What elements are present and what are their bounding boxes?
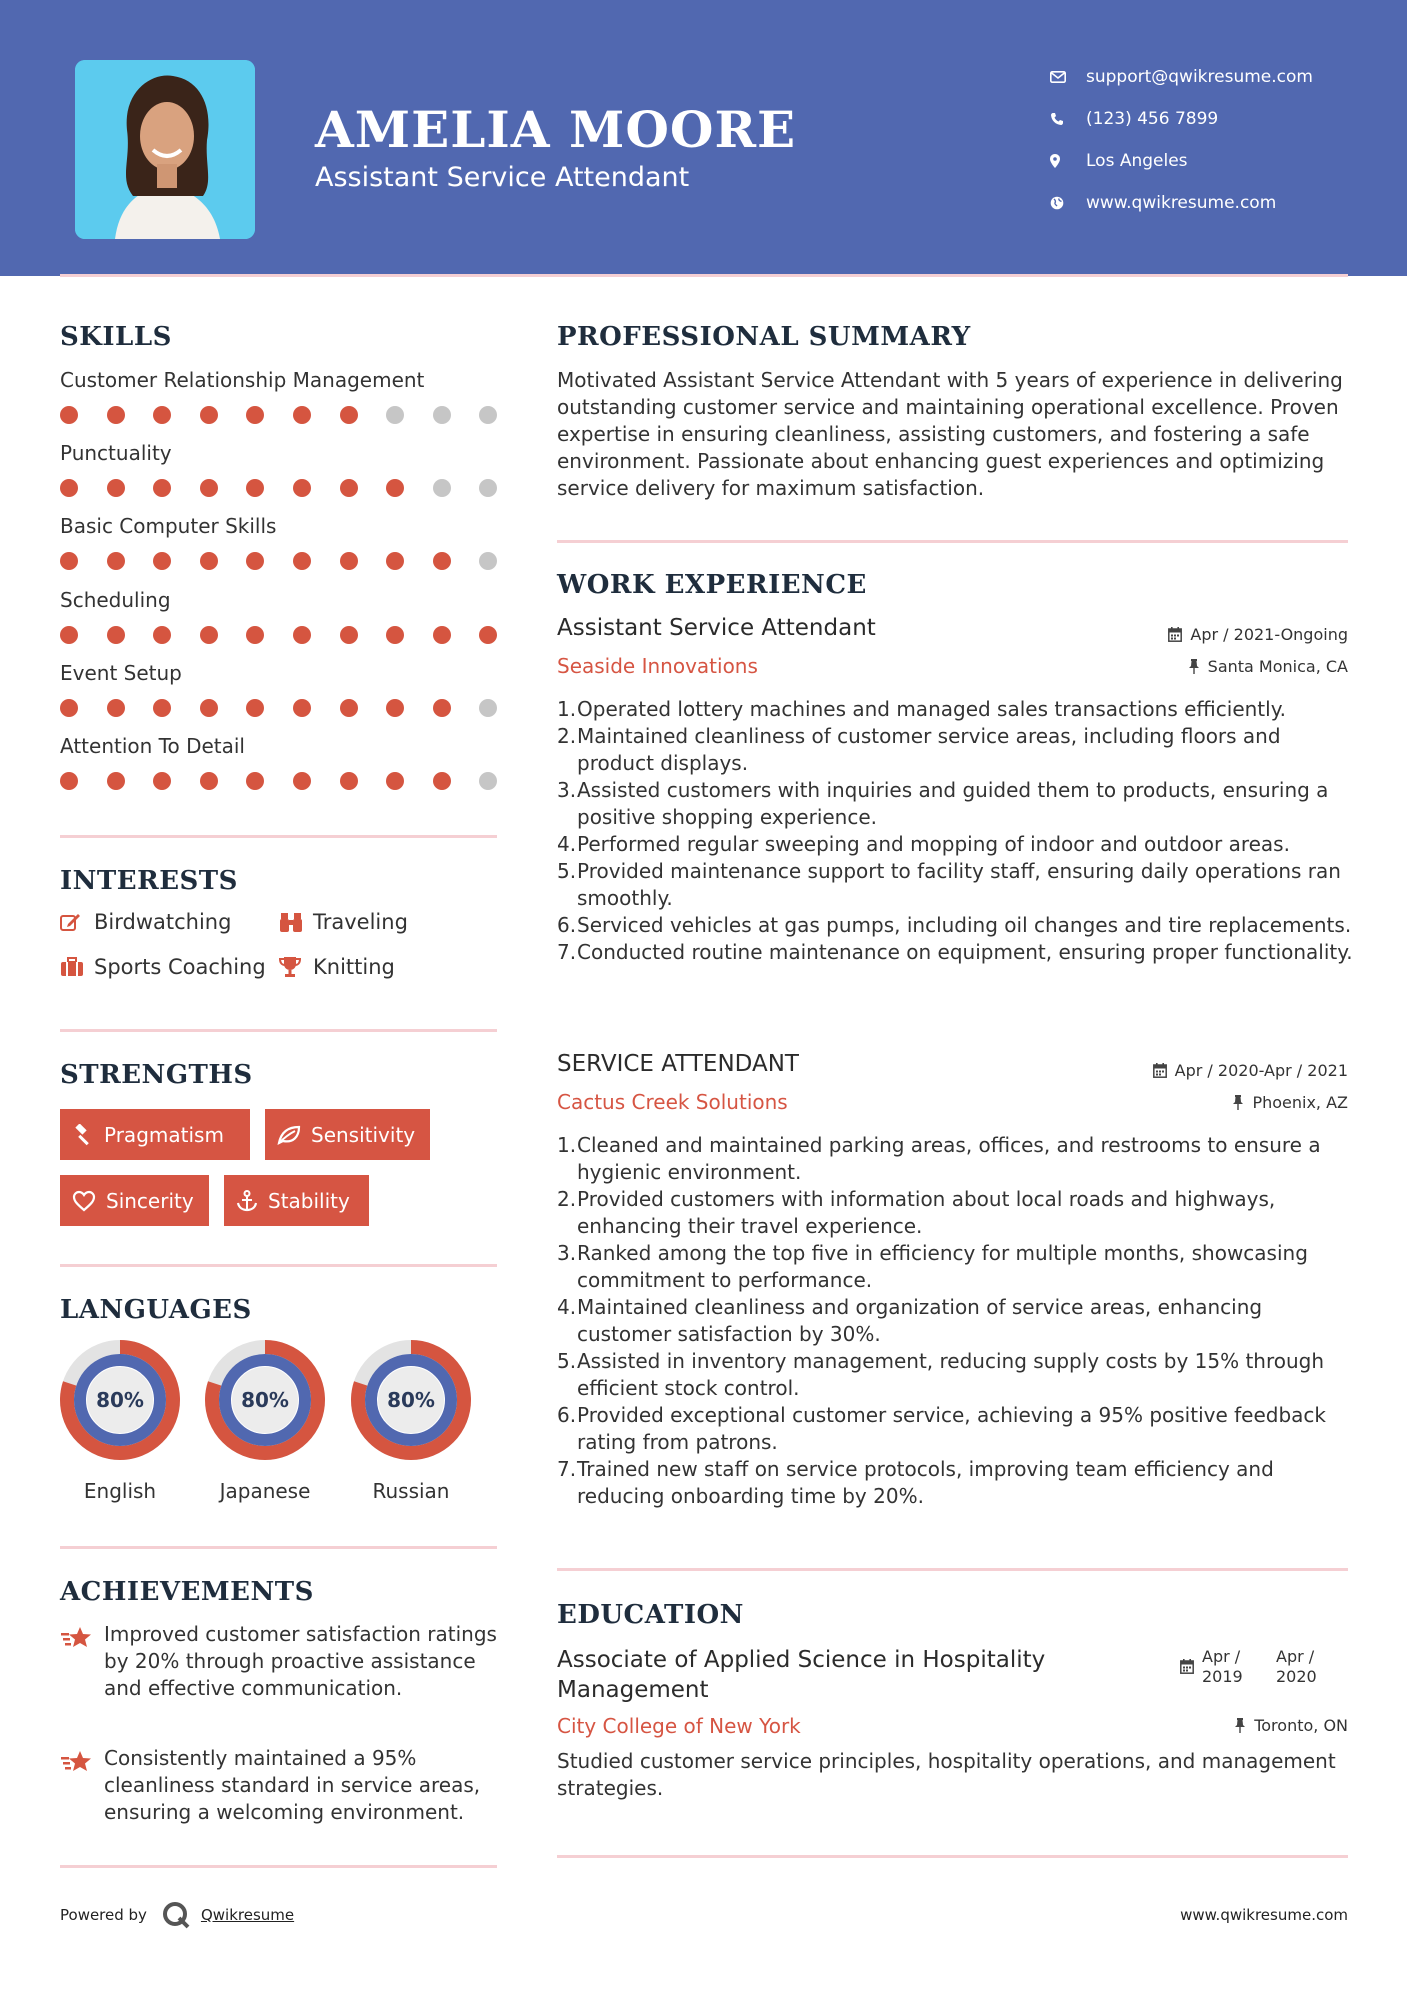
edit-icon (60, 912, 94, 932)
skill-rating (60, 552, 526, 570)
achievements-heading: ACHIEVEMENTS (60, 1577, 314, 1607)
rating-dot-filled (200, 699, 218, 717)
job-bullet (557, 1348, 1357, 1402)
rating-dot-filled (200, 406, 218, 424)
job-bullet (557, 723, 1357, 777)
rating-dot-filled (386, 552, 404, 570)
bullet-number: 3. (557, 778, 577, 802)
rating-dot-empty (479, 772, 497, 790)
rating-dot-filled (60, 406, 78, 424)
bullet-number: 7. (557, 940, 577, 964)
rating-dot-filled (386, 699, 404, 717)
strength-label: Sincerity (106, 1188, 194, 1213)
summary-text: Motivated Assistant Service Attendant with 5 years of experience in delivering outstanding customer service and maintaining operational excellence. Proven expertise in ensuring cleanliness, assisting customers, and fostering a safe environment. Passionate about enhancing guest experiences and optimizing service delivery for maximum satisfaction. (557, 368, 1343, 500)
anchor-icon (236, 1190, 258, 1212)
star-badge-icon (60, 1745, 104, 1826)
bullet-text: Provided maintenance support to facility staff, ensuring daily operations ran smoothly. (577, 859, 1341, 910)
job-location (1232, 1093, 1348, 1112)
languages-heading: LANGUAGES (60, 1295, 252, 1325)
rating-dot-filled (246, 626, 264, 644)
achievements-divider (60, 1865, 497, 1868)
footer-powered-by (60, 1900, 294, 1930)
rating-dot-filled (107, 699, 125, 717)
rating-dot-empty (479, 699, 497, 717)
strength-label: Stability (268, 1188, 350, 1213)
job-bullet (557, 1186, 1357, 1240)
strength-badge (60, 1109, 250, 1160)
rating-dot-filled (153, 406, 171, 424)
calendar-icon (1153, 1063, 1167, 1078)
job-bullet (557, 858, 1357, 912)
interests-divider (60, 1029, 497, 1032)
language-name: Japanese (219, 1479, 311, 1503)
rating-dot-filled (107, 626, 125, 644)
bullet-number: 5. (557, 859, 577, 883)
bullet-text: Serviced vehicles at gas pumps, including oil changes and tire replacements. (577, 913, 1352, 937)
rating-dot-filled (107, 552, 125, 570)
rating-dot-filled (200, 552, 218, 570)
resume-header (0, 0, 1407, 276)
heart-icon (72, 1190, 96, 1212)
job-bullet (557, 831, 1357, 858)
strength-label: Sensitivity (311, 1122, 416, 1147)
rating-dot-filled (386, 479, 404, 497)
skill-label: Attention To Detail (60, 734, 245, 758)
pushpin-icon (1234, 1718, 1246, 1733)
bullet-number: 2. (557, 1187, 577, 1211)
rating-dot-filled (293, 406, 311, 424)
interest-item (60, 910, 231, 934)
rating-dot-filled (293, 772, 311, 790)
degree-title-line: Associate of Applied Science in Hospitality (557, 1647, 1046, 1673)
rating-dot-filled (246, 552, 264, 570)
job-location (1188, 657, 1348, 676)
experience-heading: WORK EXPERIENCE (557, 570, 867, 600)
education-start (1202, 1647, 1276, 1687)
contact-email-text: support@qwikresume.com (1086, 67, 1313, 87)
job-bullet (557, 1294, 1357, 1348)
rating-dot-filled (433, 772, 451, 790)
education-description: Studied customer service principles, hospitality operations, and management strategies. (557, 1749, 1336, 1800)
job-title: SERVICE ATTENDANT (557, 1051, 799, 1077)
envelope-icon (1050, 71, 1086, 83)
language-name: Russian (372, 1479, 450, 1503)
rating-dot-filled (60, 479, 78, 497)
company-name: Seaside Innovations (557, 654, 758, 678)
rating-dot-filled (60, 626, 78, 644)
bullet-number: 4. (557, 832, 577, 856)
education-end-year: 2020 (1276, 1667, 1317, 1686)
company-name: Cactus Creek Solutions (557, 1090, 788, 1114)
achievement-text: Consistently maintained a 95% cleanliness standard in service areas, ensuring a welcoming environment. (104, 1746, 481, 1824)
skill-rating (60, 699, 526, 717)
degree-title-line: Management (557, 1677, 709, 1703)
rating-dot-filled (340, 772, 358, 790)
job-location-text: Phoenix, AZ (1252, 1093, 1348, 1112)
job-bullet (557, 912, 1357, 939)
job-location-text: Santa Monica, CA (1207, 657, 1348, 676)
rating-dot-filled (60, 772, 78, 790)
interest-item (279, 910, 408, 934)
interest-label: Knitting (313, 955, 395, 979)
education-divider (557, 1855, 1348, 1858)
strength-badge (224, 1175, 369, 1226)
map-pin-icon (1050, 154, 1086, 168)
bullet-text: Assisted customers with inquiries and guided them to products, ensuring a positive shopping experience. (577, 778, 1329, 829)
rating-dot-filled (340, 699, 358, 717)
rating-dot-filled (200, 626, 218, 644)
job-dates (1168, 625, 1348, 644)
language-ring (204, 1339, 326, 1461)
bullet-text: Assisted in inventory management, reducing supply costs by 15% through efficient stock control. (577, 1349, 1325, 1400)
rating-dot-filled (433, 699, 451, 717)
interest-label: Traveling (313, 910, 408, 934)
strength-badge (60, 1175, 209, 1226)
job-dates-text: Apr / 2021-Ongoing (1190, 625, 1348, 644)
bullet-number: 2. (557, 724, 577, 748)
contact-website-text: www.qwikresume.com (1086, 193, 1277, 213)
strength-badge (265, 1109, 430, 1160)
bullet-text: Provided exceptional customer service, achieving a 95% positive feedback rating from patrons. (577, 1403, 1326, 1454)
rating-dot-filled (293, 699, 311, 717)
contact-website[interactable] (1050, 182, 1313, 224)
education-start-month: Apr / (1202, 1647, 1241, 1666)
skills-heading: SKILLS (60, 322, 172, 352)
rating-dot-empty (433, 479, 451, 497)
rating-dot-filled (153, 772, 171, 790)
candidate-title: Assistant Service Attendant (315, 162, 690, 193)
header-divider (60, 274, 1348, 277)
rating-dot-filled (200, 479, 218, 497)
experience-divider (557, 1568, 1348, 1571)
binoculars-icon (279, 911, 313, 933)
rating-dot-filled (60, 552, 78, 570)
job-dates-text: Apr / 2020-Apr / 2021 (1174, 1061, 1348, 1080)
achievement-text: Improved customer satisfaction ratings by 20% through proactive assistance and effective communication. (104, 1622, 497, 1700)
profile-photo (75, 60, 255, 239)
languages-divider (60, 1546, 497, 1549)
rating-dot-empty (479, 406, 497, 424)
education-start-year: 2019 (1202, 1667, 1243, 1686)
education-end (1276, 1647, 1317, 1687)
qwikresume-link[interactable]: Qwikresume (200, 1906, 295, 1924)
strengths-heading: STRENGTHS (60, 1060, 253, 1090)
rating-dot-filled (340, 406, 358, 424)
job-bullet (557, 1456, 1357, 1510)
education-location-text: Toronto, ON (1254, 1716, 1348, 1735)
job-bullets (557, 1132, 1357, 1510)
bullet-number: 4. (557, 1295, 577, 1319)
interest-item (60, 955, 266, 979)
bullet-number: 1. (557, 697, 577, 721)
contact-phone-text: (123) 456 7899 (1086, 109, 1219, 129)
achievement-item (60, 1745, 500, 1826)
rating-dot-filled (386, 772, 404, 790)
rating-dot-filled (340, 552, 358, 570)
rating-dot-empty (479, 552, 497, 570)
achievement-item (60, 1621, 500, 1702)
rating-dot-filled (107, 406, 125, 424)
skill-rating (60, 479, 526, 497)
bullet-number: 1. (557, 1133, 577, 1157)
interest-item (279, 955, 395, 979)
summary-heading: PROFESSIONAL SUMMARY (557, 322, 971, 352)
rating-dot-filled (200, 772, 218, 790)
job-bullet (557, 777, 1357, 831)
contact-location (1050, 140, 1313, 182)
bullet-text: Trained new staff on service protocols, improving team efficiency and reducing onboarding time by 20%. (577, 1457, 1274, 1508)
bullet-text: Performed regular sweeping and mopping of indoor and outdoor areas. (577, 832, 1290, 856)
skill-label: Customer Relationship Management (60, 368, 425, 392)
language-name: English (83, 1479, 157, 1503)
skill-label: Event Setup (60, 661, 182, 685)
contact-phone[interactable] (1050, 98, 1313, 140)
contact-location-text: Los Angeles (1086, 151, 1188, 171)
rating-dot-filled (153, 626, 171, 644)
skill-label: Scheduling (60, 588, 171, 612)
rating-dot-filled (107, 772, 125, 790)
language-ring (59, 1339, 181, 1461)
calendar-icon (1168, 627, 1182, 642)
skill-rating (60, 406, 526, 424)
job-bullets (557, 696, 1357, 966)
education-dates (1180, 1647, 1317, 1687)
bullet-text: Provided customers with information about local roads and highways, enhancing their travel experience. (577, 1187, 1276, 1238)
rating-dot-filled (433, 626, 451, 644)
education-heading: EDUCATION (557, 1600, 744, 1630)
rating-dot-empty (433, 406, 451, 424)
bullet-text: Cleaned and maintained parking areas, offices, and restrooms to ensure a hygienic environment. (577, 1133, 1321, 1184)
footer-website[interactable]: www.qwikresume.com (1180, 1906, 1348, 1924)
job-bullet (557, 1240, 1357, 1294)
interest-label: Sports Coaching (94, 955, 266, 979)
job-bullet (557, 696, 1357, 723)
contact-list (1050, 56, 1313, 224)
strength-label: Pragmatism (104, 1122, 224, 1147)
language-percent-label: 80% (96, 1388, 144, 1412)
skill-label: Basic Computer Skills (60, 514, 277, 538)
summary-divider (557, 540, 1348, 543)
powered-by-label: Powered by (60, 1906, 147, 1924)
rating-dot-filled (60, 699, 78, 717)
bullet-text: Maintained cleanliness and organization of service areas, enhancing customer satisfaction by 30%. (577, 1295, 1263, 1346)
job-bullet (557, 939, 1357, 966)
pushpin-icon (1188, 659, 1200, 674)
education-end-month: Apr / (1276, 1647, 1315, 1666)
language-percent-label: 80% (241, 1388, 289, 1412)
interest-label: Birdwatching (94, 910, 232, 934)
school-name: City College of New York (557, 1714, 801, 1738)
job-bullet (557, 1402, 1357, 1456)
bullet-number: 7. (557, 1457, 577, 1481)
trophy-icon (279, 956, 313, 978)
bullet-number: 3. (557, 1241, 577, 1265)
globe-icon (1050, 196, 1086, 210)
job-dates (1153, 1061, 1348, 1080)
interests-heading: INTERESTS (60, 866, 238, 896)
rating-dot-empty (386, 406, 404, 424)
qwikresume-logo-icon (161, 1900, 191, 1930)
rating-dot-filled (246, 699, 264, 717)
bullet-number: 6. (557, 1403, 577, 1427)
language-percent-label: 80% (387, 1388, 435, 1412)
skills-divider (60, 835, 497, 838)
job-title: Assistant Service Attendant (557, 615, 876, 641)
rating-dot-empty (479, 479, 497, 497)
leaf-icon (277, 1125, 301, 1145)
calendar-icon (1180, 1647, 1194, 1687)
pushpin-icon (1232, 1095, 1244, 1110)
rating-dot-filled (293, 626, 311, 644)
candidate-name: AMELIA MOORE (315, 100, 797, 159)
language-ring (350, 1339, 472, 1461)
phone-icon (1050, 112, 1086, 126)
rating-dot-filled (153, 699, 171, 717)
degree-title (557, 1645, 1045, 1705)
rating-dot-filled (153, 479, 171, 497)
briefcase-icon (60, 957, 94, 977)
bullet-number: 5. (557, 1349, 577, 1373)
bullet-text: Ranked among the top five in efficiency for multiple months, showcasing commitment to performance. (577, 1241, 1308, 1292)
rating-dot-filled (107, 479, 125, 497)
skill-rating (60, 772, 526, 790)
contact-email[interactable] (1050, 56, 1313, 98)
rating-dot-filled (386, 626, 404, 644)
rating-dot-filled (433, 552, 451, 570)
bullet-text: Conducted routine maintenance on equipment, ensuring proper functionality. (577, 940, 1353, 964)
skill-rating (60, 626, 526, 644)
bullet-text: Maintained cleanliness of customer service areas, including floors and product displays. (577, 724, 1281, 775)
rating-dot-filled (479, 626, 497, 644)
rating-dot-filled (246, 406, 264, 424)
bullet-number: 6. (557, 913, 577, 937)
rating-dot-filled (293, 552, 311, 570)
job-bullet (557, 1132, 1357, 1186)
rating-dot-filled (246, 479, 264, 497)
star-badge-icon (60, 1621, 104, 1702)
rating-dot-filled (246, 772, 264, 790)
skill-label: Punctuality (60, 441, 172, 465)
gavel-icon (72, 1124, 94, 1146)
bullet-text: Operated lottery machines and managed sales transactions efficiently. (577, 697, 1287, 721)
rating-dot-filled (340, 626, 358, 644)
rating-dot-filled (293, 479, 311, 497)
education-location (1234, 1716, 1348, 1735)
strengths-divider (60, 1264, 497, 1267)
rating-dot-filled (340, 479, 358, 497)
rating-dot-filled (153, 552, 171, 570)
